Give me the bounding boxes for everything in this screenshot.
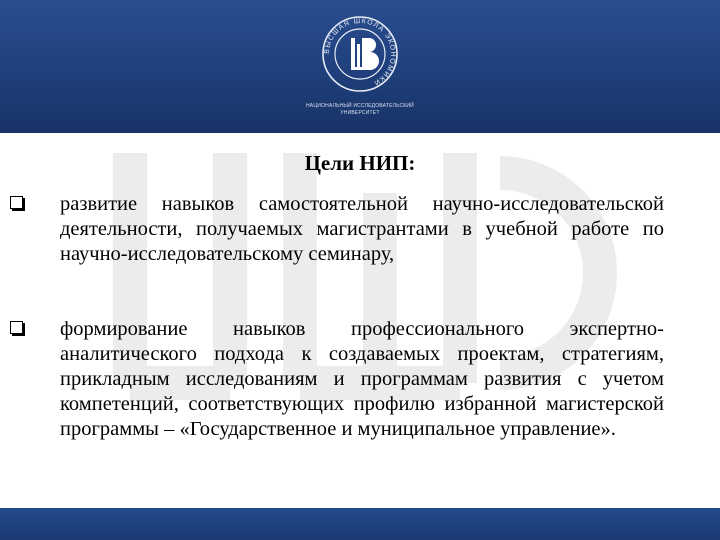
bullet-item (60, 192, 664, 267)
bullet-item (60, 317, 664, 442)
bullet-text: развитие навыков самостоятельной научно-исследовательской деятельности, получаемых магистрантами в учебной работе по научно-исследовательскому семинару, (60, 193, 664, 265)
square-bullet-icon (10, 321, 23, 334)
slide-title: Цели НИП: (304, 151, 416, 175)
bullet-text: формирование навыков профессионального экспертно-аналитического подхода к создаваемых проектам, стратегиям, прикладным исследованиям и программам развития с учетом компетенций, соответствующих профилю избранной магистерской программы – «Государственное и муниципальное управление». (60, 318, 664, 440)
hse-logo-icon (320, 14, 400, 94)
logo-caption: НАЦИОНАЛЬНЫЙ ИССЛЕДОВАТЕЛЬСКИЙ УНИВЕРСИТЕТ (306, 103, 414, 116)
logo-ring-text: ВЫСШАЯ ШКОЛА ЭКОНОМИКИ (323, 17, 397, 87)
header-banner (0, 0, 720, 133)
footer-bar (0, 508, 720, 540)
square-bullet-icon (10, 196, 23, 209)
slide-content (0, 133, 720, 508)
